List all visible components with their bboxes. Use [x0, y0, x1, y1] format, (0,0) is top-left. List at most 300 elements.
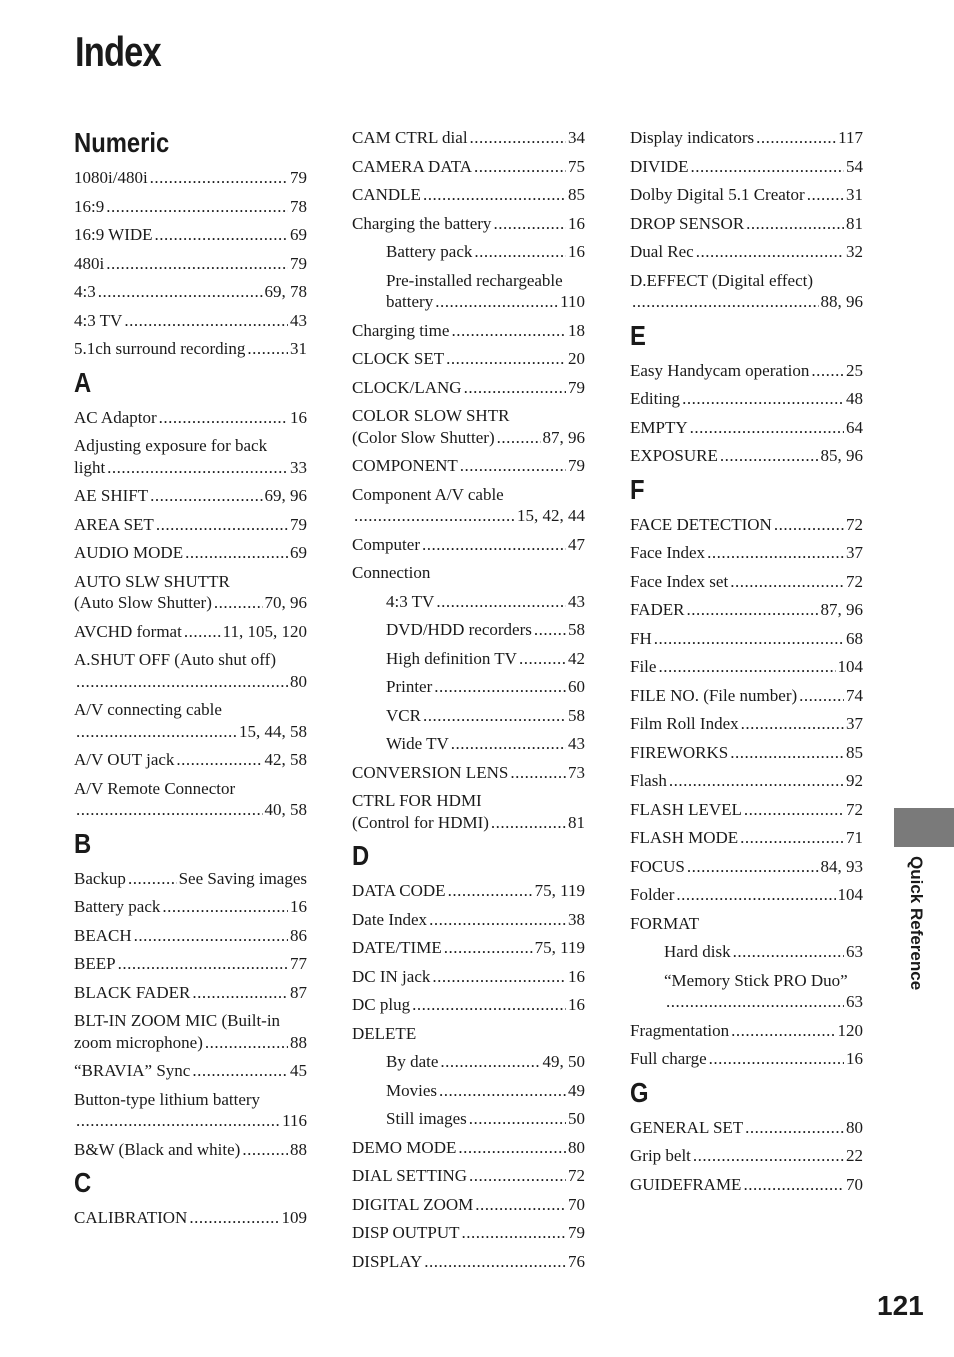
entry-page-ref: 16 [568, 242, 585, 261]
entry-page-ref: 70 [568, 1194, 585, 1214]
entry-row [630, 184, 863, 206]
index-entry [630, 127, 863, 149]
entry-page-ref: 70, 96 [264, 593, 307, 612]
entry-term-line: Pre-installed rechargeable [386, 270, 563, 290]
dot-leader [192, 982, 288, 1004]
index-entry [352, 320, 585, 342]
index-entry [352, 790, 585, 833]
dot-leader [439, 1080, 566, 1102]
entry-page-ref: 16 [568, 966, 585, 986]
entry-term: BEACH [74, 925, 132, 945]
index-entry [630, 156, 863, 178]
dot-leader [666, 991, 844, 1013]
dot-leader [159, 407, 288, 429]
index-entry [74, 224, 307, 246]
entry-row [74, 485, 307, 507]
entry-row [352, 880, 585, 902]
entry-row [630, 1048, 863, 1070]
entry-page-ref: 92 [846, 771, 863, 790]
entry-page-ref: 69, 96 [264, 486, 307, 505]
entry-page-ref: 16 [568, 995, 585, 1014]
dot-leader [150, 485, 262, 507]
entry-term: AE SHIFT [74, 486, 149, 505]
entry-row [630, 656, 863, 678]
entry-term: Fragmentation [630, 1020, 730, 1040]
dot-leader [519, 648, 566, 670]
entry-page-ref: 80 [290, 671, 307, 691]
dot-leader [696, 241, 844, 263]
dot-leader [451, 320, 566, 342]
entry-row [386, 733, 585, 755]
dot-leader [247, 338, 288, 360]
entry-page-ref: 85 [846, 742, 863, 762]
entry-term: CAM CTRL dial [352, 128, 468, 147]
entry-row [74, 167, 307, 189]
dot-leader [155, 224, 288, 246]
index-entry [74, 1010, 307, 1053]
entry-page-ref: 15, 44, 58 [239, 721, 307, 741]
dot-leader [107, 457, 288, 479]
index-entry [74, 868, 307, 890]
entry-row [352, 562, 585, 584]
section-heading: D [352, 840, 370, 871]
index-entry [630, 213, 863, 235]
entry-row [74, 982, 307, 1004]
entry-row [352, 1023, 585, 1045]
entry-term-line: AUTO SLW SHUTTR [74, 571, 230, 591]
entry-term: AC Adaptor [74, 407, 157, 427]
entry-row [630, 542, 863, 564]
index-subentry [352, 733, 585, 755]
entry-page-ref: 81 [568, 812, 585, 832]
section-tab-marker [894, 808, 954, 847]
dot-leader [774, 514, 844, 536]
dot-leader [497, 427, 541, 449]
dot-leader [98, 281, 263, 303]
entry-term-line: A/V Remote Connector [74, 778, 236, 798]
index-column-2 [352, 127, 585, 1279]
entry-page-ref: 20 [568, 349, 585, 368]
entry-term-line: CTRL FOR HDMI [352, 791, 482, 810]
entry-term: battery [386, 292, 434, 311]
entry-row [74, 721, 307, 743]
dot-leader [510, 762, 566, 784]
entry-row [352, 320, 585, 342]
entry-row [386, 241, 585, 263]
dot-leader [686, 599, 818, 621]
entry-page-ref: 16 [290, 897, 307, 916]
entry-term: COMPONENT [352, 456, 458, 475]
entry-row [74, 338, 307, 360]
entry-row [74, 1207, 307, 1229]
index-subentry [630, 941, 863, 963]
index-entry [74, 1207, 307, 1229]
entry-page-ref: 38 [568, 909, 585, 929]
entry-term: DISP OUTPUT [352, 1223, 460, 1242]
entry-row [630, 713, 863, 735]
entry-term-line: BLT-IN ZOOM MIC (Built-in [74, 1011, 281, 1030]
entry-page-ref: 74 [846, 685, 863, 705]
index-entry [74, 542, 307, 564]
entry-page-ref: 25 [846, 360, 863, 380]
dot-leader [462, 1222, 566, 1244]
entry-term: 4:3 [74, 282, 96, 301]
entry-page-ref: 88 [290, 1032, 307, 1052]
dot-leader [687, 856, 819, 878]
index-subentry [352, 591, 585, 613]
index-subentry [352, 1080, 585, 1102]
dot-leader [184, 621, 221, 643]
entry-page-ref: 31 [290, 339, 307, 358]
entry-row [74, 1060, 307, 1082]
entry-term: DATE/TIME [352, 938, 442, 957]
entry-row [74, 253, 307, 275]
index-entry [74, 649, 307, 692]
entry-term: Full charge [630, 1049, 707, 1068]
entry-row [74, 1110, 307, 1132]
section-heading: A [74, 366, 92, 398]
index-entry [630, 827, 863, 849]
entry-row [74, 868, 307, 890]
entry-term: FLASH LEVEL [630, 799, 742, 819]
entry-term: CONVERSION LENS [352, 762, 509, 782]
entry-row [664, 941, 863, 963]
entry-page-ref: 68 [846, 628, 863, 648]
index-entry [352, 994, 585, 1016]
index-section [630, 1077, 863, 1196]
index-entry [630, 656, 863, 678]
entry-term: AREA SET [74, 514, 154, 534]
entry-term: 480i [74, 253, 105, 273]
dot-leader [756, 127, 836, 149]
index-entry [352, 1222, 585, 1244]
entry-row [352, 348, 585, 370]
entry-term: By date [386, 1052, 439, 1071]
entry-row [630, 156, 863, 178]
entry-row [74, 671, 307, 693]
dot-leader [412, 994, 566, 1016]
entry-page-ref: 81 [846, 213, 863, 233]
entry-term: FORMAT [630, 913, 699, 933]
dot-leader [429, 909, 566, 931]
entry-term: Dolby Digital 5.1 Creator [630, 185, 805, 204]
dot-leader [432, 966, 566, 988]
entry-term: (Color Slow Shutter) [352, 427, 495, 447]
index-entry [630, 884, 863, 906]
dot-leader [150, 167, 288, 189]
entry-row [74, 542, 307, 564]
side-label-text: Quick Reference [907, 856, 926, 991]
entry-row [352, 937, 585, 959]
entry-page-ref: 63 [846, 942, 863, 961]
entry-page-ref: 110 [560, 292, 585, 311]
entry-row [352, 455, 585, 477]
dot-leader [654, 628, 844, 650]
entry-row [630, 127, 863, 149]
entry-page-ref: 77 [290, 954, 307, 973]
index-entry [74, 514, 307, 536]
entry-term: CALIBRATION [74, 1208, 188, 1227]
entry-page-ref: 117 [838, 128, 863, 147]
dot-leader [214, 592, 263, 614]
entry-page-ref: 18 [568, 320, 585, 340]
index-entry [352, 156, 585, 178]
entry-row [74, 281, 307, 303]
index-entry [352, 1165, 585, 1187]
entry-page-ref: 49 [568, 1080, 585, 1100]
entry-term-line: COLOR SLOW SHTR [352, 406, 510, 425]
entry-row [352, 184, 585, 206]
index-section [630, 127, 863, 313]
entry-page-ref: 80 [846, 1117, 863, 1137]
entry-row [630, 1145, 863, 1167]
dot-leader [128, 868, 177, 890]
index-entry [74, 925, 307, 947]
dot-leader [435, 291, 558, 313]
dot-leader [469, 1108, 566, 1130]
entry-page-ref: 76 [568, 1251, 585, 1271]
index-entry [630, 388, 863, 410]
dot-leader [189, 1207, 279, 1229]
index-entry [630, 1117, 863, 1139]
index-entry [630, 799, 863, 821]
entry-row [630, 770, 863, 792]
entry-row [352, 909, 585, 931]
dot-leader [76, 799, 263, 821]
entry-row [630, 388, 863, 410]
entry-term: Connection [352, 563, 431, 582]
index-entry [630, 599, 863, 621]
index-section [630, 320, 863, 467]
dot-leader [436, 591, 566, 613]
index-entry [74, 310, 307, 332]
dot-leader [733, 941, 844, 963]
entry-term: A/V OUT jack [74, 750, 175, 769]
index-entry [74, 407, 307, 429]
entry-page-ref: 31 [846, 185, 863, 204]
entry-page-ref: 11, 105, 120 [222, 621, 307, 641]
entry-term: Charging the battery [352, 213, 492, 233]
dot-leader [446, 348, 566, 370]
dot-leader [118, 953, 288, 975]
index-section [630, 474, 863, 1070]
index-entry [352, 880, 585, 902]
index-entry [74, 778, 307, 821]
entry-term: (Control for HDMI) [352, 812, 489, 832]
dot-leader [134, 925, 288, 947]
entry-term: DC plug [352, 995, 411, 1014]
entry-page-ref: 42 [568, 648, 585, 668]
entry-row [630, 291, 863, 313]
entry-page-ref: 37 [846, 714, 863, 733]
entry-term: Hard disk [664, 942, 731, 961]
section-heading: Numeric [74, 127, 170, 158]
entry-term: Grip belt [630, 1146, 691, 1165]
dot-leader [106, 196, 288, 218]
entry-row [352, 1194, 585, 1216]
entry-row [74, 196, 307, 218]
index-entry [352, 377, 585, 399]
index-subentry [352, 1051, 585, 1073]
entry-page-ref: 104 [837, 885, 863, 904]
entry-term: zoom microphone) [74, 1032, 203, 1052]
entry-term: DELETE [352, 1023, 417, 1043]
entry-row [352, 505, 585, 527]
index-entry [630, 542, 863, 564]
entry-term: Battery pack [74, 897, 161, 916]
entry-page-ref: 75 [568, 156, 585, 176]
entry-term: EMPTY [630, 417, 688, 437]
entry-row [386, 1080, 585, 1102]
index-entry [74, 896, 307, 918]
entry-page-ref: 72 [568, 1166, 585, 1185]
entry-row [74, 896, 307, 918]
entry-page-ref: 78 [290, 196, 307, 216]
entry-page-ref: 43 [568, 734, 585, 753]
dot-leader [491, 812, 566, 834]
index-entry [352, 909, 585, 931]
entry-page-ref: 54 [846, 156, 863, 176]
dot-leader [76, 671, 288, 693]
dot-leader [493, 213, 566, 235]
entry-row [386, 619, 585, 641]
entry-row [664, 991, 863, 1013]
entry-term: AVCHD format [74, 621, 182, 641]
entry-term: Movies [386, 1080, 437, 1100]
entry-page-ref: 69 [290, 225, 307, 244]
entry-page-ref: 69, 78 [264, 282, 307, 301]
dot-leader [192, 1060, 288, 1082]
index-entry [352, 455, 585, 477]
entry-term: Still images [386, 1109, 467, 1128]
entry-page-ref: 116 [282, 1111, 307, 1130]
dot-leader [451, 733, 566, 755]
dot-leader [690, 417, 844, 439]
entry-term: B&W (Black and white) [74, 1139, 241, 1159]
entry-term: BLACK FADER [74, 982, 191, 1002]
dot-leader [709, 1048, 844, 1070]
entry-term: DVD/HDD recorders [386, 620, 532, 639]
dot-leader [746, 213, 844, 235]
section-heading: E [630, 319, 646, 351]
index-entry [630, 1174, 863, 1196]
index-entry [630, 445, 863, 467]
entry-page-ref: 79 [568, 1223, 585, 1242]
index-entry [630, 270, 863, 313]
index-entry [74, 749, 307, 771]
entry-term: Date Index [352, 909, 428, 929]
entry-row [352, 1251, 585, 1273]
index-subentry [352, 270, 585, 313]
index-entry [352, 762, 585, 784]
entry-page-ref: 75, 119 [534, 881, 585, 900]
index-section [74, 127, 307, 360]
index-entry [74, 253, 307, 275]
entry-page-ref: 79 [290, 514, 307, 534]
dot-leader [741, 713, 844, 735]
dot-leader [434, 676, 566, 698]
index-entry [74, 435, 307, 478]
entry-row [352, 156, 585, 178]
dot-leader [460, 455, 566, 477]
index-section [74, 1167, 307, 1229]
entry-page-ref: 79 [290, 253, 307, 273]
index-entry [74, 338, 307, 360]
index-entry [74, 571, 307, 614]
index-section [74, 367, 307, 821]
dot-leader [730, 571, 844, 593]
entry-page-ref: 109 [281, 1208, 307, 1227]
entry-row [352, 534, 585, 556]
index-entry [352, 405, 585, 448]
entry-row [630, 628, 863, 650]
entry-term: DIGITAL ZOOM [352, 1194, 474, 1214]
index-subentry [352, 648, 585, 670]
entry-row [74, 749, 307, 771]
index-entry [74, 982, 307, 1004]
index-entry [630, 241, 863, 263]
entry-row [352, 966, 585, 988]
dot-leader [658, 656, 835, 678]
entry-term-line: D.EFFECT (Digital effect) [630, 270, 814, 290]
index-entry [630, 628, 863, 650]
dot-leader [242, 1139, 288, 1161]
entry-term: (Auto Slow Shutter) [74, 593, 212, 612]
entry-term: CAMERA DATA [352, 156, 473, 176]
entry-page-ref: 84, 93 [820, 856, 863, 876]
dot-leader [707, 542, 844, 564]
entry-row [630, 360, 863, 382]
dot-leader [156, 514, 288, 536]
index-section [352, 840, 585, 1272]
entry-term-line: Adjusting exposure for back [74, 436, 268, 455]
entry-row [352, 812, 585, 834]
entry-term: DIVIDE [630, 156, 689, 176]
entry-row [74, 925, 307, 947]
entry-row [630, 213, 863, 235]
entry-row [352, 1137, 585, 1159]
dot-leader [440, 1051, 540, 1073]
dot-leader [676, 884, 835, 906]
index-entry [74, 281, 307, 303]
entry-page-ref: 87 [290, 982, 307, 1002]
dot-leader [470, 127, 566, 149]
entry-row [74, 1032, 307, 1054]
index-entry [74, 1060, 307, 1082]
entry-row [74, 310, 307, 332]
entry-page-ref: 16 [290, 407, 307, 427]
section-heading: F [630, 473, 645, 505]
entry-term: 4:3 TV [386, 591, 435, 611]
index-entry [352, 534, 585, 556]
dot-leader [682, 388, 844, 410]
entry-page-ref: 58 [568, 705, 585, 725]
entry-row [630, 1174, 863, 1196]
entry-term-line: A/V connecting cable [74, 700, 222, 719]
entry-term: “BRAVIA” Sync [74, 1061, 191, 1080]
entry-row [630, 571, 863, 593]
index-subentry [352, 1108, 585, 1130]
index-entry [74, 621, 307, 643]
dot-leader [693, 1145, 844, 1167]
entry-page-ref: 85, 96 [820, 446, 863, 465]
entry-term: DATA CODE [352, 881, 446, 900]
index-entry [630, 685, 863, 707]
entry-term: Display indicators [630, 128, 755, 147]
entry-page-ref: 49, 50 [542, 1052, 585, 1071]
page-title: Index [75, 28, 161, 75]
entry-page-ref: 37 [846, 543, 863, 562]
